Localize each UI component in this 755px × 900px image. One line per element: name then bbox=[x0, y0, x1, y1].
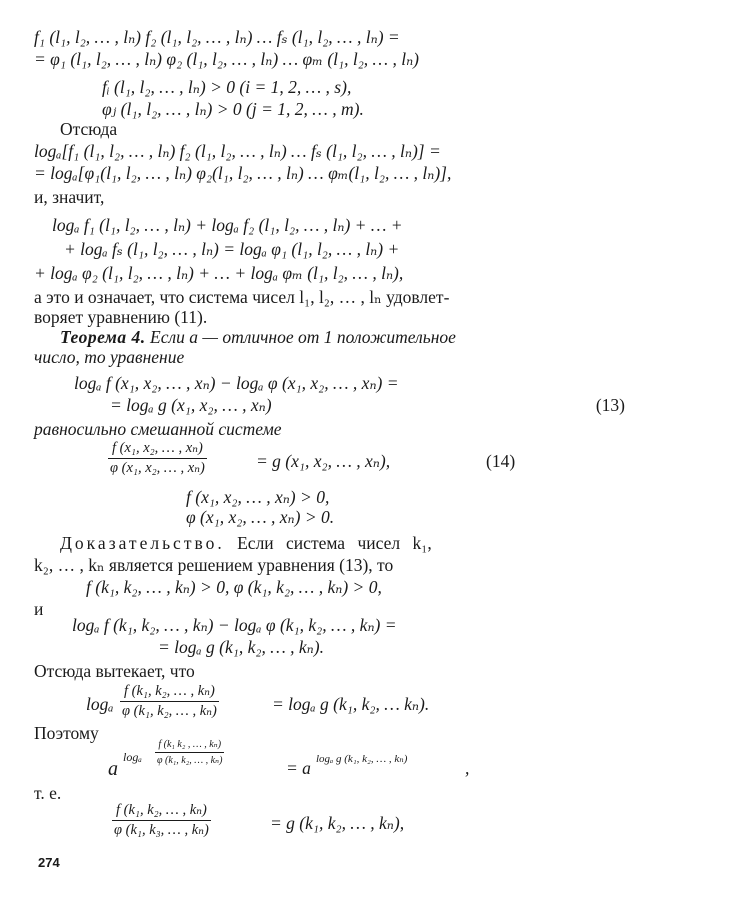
text-line: т. е. bbox=[34, 783, 62, 803]
equation-rhs: = a bbox=[286, 758, 311, 778]
page-number: 274 bbox=[38, 855, 60, 870]
log-symbol: logₐ bbox=[86, 694, 114, 714]
equation-rhs: = g (x₁, x₂, … , xₙ), bbox=[256, 451, 391, 471]
text-line: а это и означает, что система чисел l₁, l₂, … , lₙ удовлет- bbox=[34, 287, 450, 307]
text-line: Отсюда вытекает, что bbox=[34, 661, 195, 681]
fraction-numerator: f (x₁, x₂, … , xₙ) bbox=[108, 440, 207, 459]
equation-rhs: = g (k₁, k₂, … , kₙ), bbox=[270, 813, 405, 833]
equation-line: = logₐ g (k₁, k₂, … , kₙ). bbox=[158, 637, 324, 657]
equation-line: f₁ (l₁, l₂, … , lₙ) f₂ (l₁, l₂, … , lₙ) … fₛ (l₁, l₂, … , lₙ) = bbox=[34, 27, 400, 47]
fraction-numerator: f (k₁ k₂ , … , kₙ) bbox=[155, 738, 224, 753]
fraction bbox=[120, 683, 219, 720]
proof-start bbox=[0, 532, 629, 554]
theorem-heading: Теорема 4. bbox=[60, 327, 146, 347]
theorem-text: Если a — отличное от 1 положительное bbox=[145, 327, 456, 347]
base-a: a bbox=[108, 758, 118, 780]
condition-line: φⱼ (l₁, l₂, … , lₙ) > 0 (j = 1, 2, … , m). bbox=[102, 99, 364, 119]
equation-line: logₐ f₁ (l₁, l₂, … , lₙ) + logₐ f₂ (l₁, l₂, … , lₙ) + … + bbox=[52, 215, 403, 235]
equation-rhs: = logₐ g (k₁, k₂, … kₙ). bbox=[272, 694, 430, 714]
fraction bbox=[112, 802, 211, 839]
fraction-denominator: φ (k₁, k₃, … , kₙ) bbox=[114, 822, 209, 838]
condition-line: f (k₁, k₂, … , kₙ) > 0, φ (k₁, k₂, … , kₙ) > 0, bbox=[86, 577, 382, 597]
text-line: и, значит, bbox=[34, 187, 105, 207]
punctuation: , bbox=[465, 758, 470, 778]
equation-number: (13) bbox=[595, 395, 625, 415]
theorem-text: число, то уравнение bbox=[34, 347, 185, 367]
theorem-statement bbox=[0, 326, 629, 348]
fraction-denominator: φ (x₁, x₂, … , xₙ) bbox=[110, 460, 205, 476]
equation-line: logₐ f (x₁, x₂, … , xₙ) − logₐ φ (x₁, x₂, … , xₙ) = bbox=[74, 373, 399, 393]
equation-line: = logₐ[φ₁(l₁, l₂, … , lₙ) φ₂(l₁, l₂, … , lₙ) … φₘ(l₁, l₂, … , lₙ)], bbox=[34, 163, 452, 183]
fraction-numerator: f (k₁, k₂, … , kₙ) bbox=[120, 683, 219, 702]
condition-line: φ (x₁, x₂, … , xₙ) > 0. bbox=[186, 507, 335, 527]
fraction bbox=[108, 440, 207, 477]
proof-heading: Доказательство. bbox=[60, 533, 225, 553]
theorem-text: равносильно смешанной системе bbox=[34, 419, 282, 439]
equation-line bbox=[0, 394, 679, 416]
text-line: воряет уравнению (11). bbox=[34, 307, 208, 327]
text-line: k₂, … , kₙ является решением уравнения (13), то bbox=[34, 555, 394, 575]
condition-line: f (x₁, x₂, … , xₙ) > 0, bbox=[186, 487, 330, 507]
fraction bbox=[155, 738, 224, 767]
text-line: Отсюда bbox=[60, 119, 118, 139]
proof-text: Если система чисел k₁, bbox=[224, 533, 432, 553]
equation-number: (14) bbox=[486, 451, 516, 471]
equation-line: = φ₁ (l₁, l₂, … , lₙ) φ₂ (l₁, l₂, … , lₙ) … φₘ (l₁, l₂, … , lₙ) bbox=[34, 49, 419, 69]
fraction-numerator: f (k₁, k₂, … , kₙ) bbox=[112, 802, 211, 821]
log-symbol: logₐ bbox=[123, 750, 142, 764]
equation-line: + logₐ φ₂ (l₁, l₂, … , lₙ) + … + logₐ φₘ (l₁, l₂, … , lₙ), bbox=[34, 263, 404, 283]
fraction-denominator: φ (k₁, k₂, … , kₙ) bbox=[157, 755, 223, 766]
condition-line: fᵢ (l₁, l₂, … , lₙ) > 0 (i = 1, 2, … , s), bbox=[102, 77, 352, 97]
fraction-denominator: φ (k₁, k₂, … , kₙ) bbox=[122, 703, 217, 719]
text-line: Поэтому bbox=[34, 723, 99, 743]
exponent: logₐ g (k₁, k₂, … , kₙ) bbox=[316, 753, 408, 765]
text-line: и bbox=[34, 599, 44, 619]
equation-line: + logₐ fₛ (l₁, l₂, … , lₙ) = logₐ φ₁ (l₁, l₂, … , lₙ) + bbox=[64, 239, 400, 259]
equation-line: logₐ f (k₁, k₂, … , kₙ) − logₐ φ (k₁, k₂, … , kₙ) = bbox=[72, 615, 397, 635]
equation-text: = logₐ g (x₁, x₂, … , xₙ) bbox=[110, 395, 272, 415]
equation-line: logₐ[f₁ (l₁, l₂, … , lₙ) f₂ (l₁, l₂, … , lₙ) … fₛ (l₁, l₂, … , lₙ)] = bbox=[34, 141, 441, 161]
